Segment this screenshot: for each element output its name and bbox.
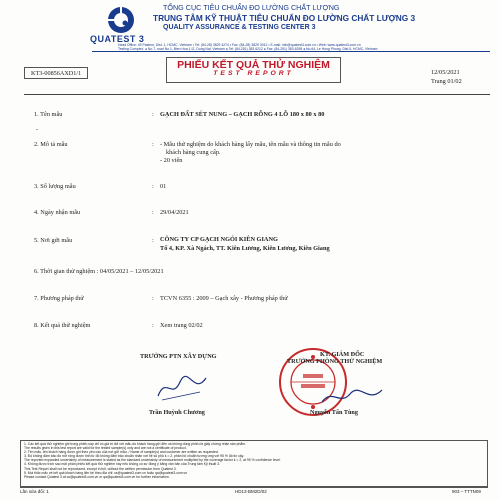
colon: : [152, 183, 154, 190]
colon: : [152, 322, 154, 329]
colon: : [152, 209, 154, 216]
label-sample-name: 1. Tên mẫu [34, 111, 63, 118]
value-test-result: Xem trang 02/02 [160, 322, 203, 329]
colon: : [152, 237, 154, 244]
header-agency: TỔNG CỤC TIÊU CHUẨN ĐO LƯỜNG CHẤT LƯỢNG [163, 3, 340, 12]
value-sample-quantity: 01 [160, 183, 167, 190]
signer-right-name: Nguyễn Tấn Tùng [310, 409, 358, 416]
signer-right-title-a: KT. GIÁM ĐỐC [320, 351, 365, 358]
note-line: The reported expanded uncertainty of measurement is stated as the standard uncertainty of measurement multiplied by the coverage factor k = 2, at 95 % confidence level. [24, 458, 281, 463]
header-center-vn: TRUNG TÂM KỸ THUẬT TIÊU CHUẨN ĐO LƯỜNG CHẤT LƯỢNG 3 [153, 13, 416, 23]
label-test-result: 8. Kết quả thử nghiệm [34, 322, 91, 329]
note-line: 1. Các kết quả thử nghiệm ghi trong phiếu này chỉ có giá trị đối với mẫu do khách hàng gửi đến và không dùng phiếu là giấy chứng nhận sản phẩm. [24, 442, 247, 446]
report-date: 12/05/2021 [431, 69, 460, 76]
logo-text: QUATEST 3 [90, 34, 145, 44]
label-test-period: 6. Thời gian thử nghiệm : 04/05/2021 – 12/05/2021 [34, 268, 164, 275]
signer-right-title-b: TRƯỞNG PHÒNG THỬ NGHIỆM [287, 358, 383, 365]
value-sample-description-1: - Mẫu thử nghiệm do khách hàng lấy mẫu, tên mẫu và thông tin mẫu do [160, 141, 341, 148]
header-center-en: QUALITY ASSURANCE & TESTING CENTER 3 [163, 24, 316, 31]
title-divider [24, 94, 490, 95]
note-line: 3. Độ không đảm bảo đo mở rộng được tính từ độ không đảm bảo chuẩn nhân với hệ số phủ k = 2, phân bố chuẩn tương ứng với 95 % độ tin cậy. [24, 454, 245, 459]
note-line: Please contact Quatest 3 at cs@quatest3.com.vn or qa@quatest3.com.vn for further information. [24, 474, 170, 479]
page-number: Trang 01/02 [431, 78, 462, 85]
title-en: TEST REPORT [213, 70, 294, 77]
footer-ref: 903 – TTTN09 [452, 489, 481, 494]
signature-right-icon [318, 384, 386, 410]
title-box [166, 57, 341, 83]
header-address-1: Head Office: 49 Pasteur, Dist. 1, HCMC, Vietnam • Tel: (84-28) 3829 4274 • Fax: (84-28) 3829 3012 • E-mail: info@quatest3.com.vn • Web: www.quatest3.com.vn [118, 43, 361, 47]
label-sample-quantity: 3. Số lượng mẫu [34, 183, 76, 190]
footer-divider [20, 487, 488, 488]
note-line: The results given in this test report are valid for the tested sample(s) only and are not a certificate of product. [24, 446, 187, 451]
value-sender-address: Tổ 4, KP. Xà Ngách, TT. Kiên Lương, Kiên Lương, Kiên Giang [160, 245, 330, 252]
colon: : [152, 141, 154, 148]
title-vn: PHIẾU KẾT QUẢ THỬ NGHIỆM [177, 59, 330, 71]
footer-form-code: HD13-BM2D/02 [235, 489, 267, 494]
value-test-method: TCVN 6355 : 2009 – Gạch xây - Phương pháp thử [160, 295, 288, 302]
note-line: This Test Report shall not be reproduced, except in full, without the written permission from Quatest 3. [24, 466, 177, 471]
label-sample-description: 2. Mô tả mẫu [34, 141, 68, 148]
value-received-date: 29/04/2021 [160, 209, 189, 216]
colon: : [152, 295, 154, 302]
value-sample-name: GẠCH ĐẤT SÉT NUNG – GẠCH RỖNG 4 LỖ 180 x 80 x 80 [160, 111, 325, 118]
signer-left-title: TRƯỞNG PTN XÂY DỰNG [140, 353, 217, 360]
label-received-date: 4. Ngày nhận mẫu [34, 209, 81, 216]
header-divider [92, 51, 490, 52]
document-code: KT3-00856AXD1/1 [24, 67, 88, 79]
signer-left-name: Trần Huỳnh Chương [149, 409, 205, 416]
label-sender: 5. Nơi gửi mẫu [34, 237, 73, 244]
label-test-method: 7. Phương pháp thử [34, 295, 84, 302]
colon: : [152, 111, 154, 118]
notes-box [20, 440, 488, 487]
value-sender-company: CÔNG TY CP GẠCH NGÓI KIÊN GIANG [160, 236, 278, 243]
note-line: 2. Tên mẫu, tên khách hàng được ghi theo yêu cầu của nơi gửi mẫu. / Name of sample(s) and customer are written as requested. [24, 450, 219, 455]
value-sample-description-2: khách hàng cung cấp. [166, 149, 221, 156]
signature-left-icon [152, 370, 212, 404]
note-line: 5. Mọi thắc mắc về kết quả khách hàng liên hệ theo địa chỉ: cs@quatest3.com.vn hoặc qa@quatest3.com.vn [24, 470, 188, 475]
dash-mark: - [36, 126, 39, 133]
header-address-2: Testing Complex: ● No.7, road No.1, Bien Hoa 1 IZ, Dong Nai, Vietnam ● Tel: (84-251) 383 6212 ● Fax: (84-251) 383 6298 ● No.64, Le Hong Phong, Dist.5, HCMC, Vietnam [118, 47, 378, 51]
footer-revision: Lần sửa đổi: 1 [20, 489, 49, 494]
note-line: 4. Không được trích sao một phần phiếu kết quả thử nghiệm này nếu không có sự đồng ý bằng văn bản của Trung tâm Kỹ thuật 3. [24, 462, 221, 467]
value-sample-description-3: - 20 viên [160, 157, 183, 164]
